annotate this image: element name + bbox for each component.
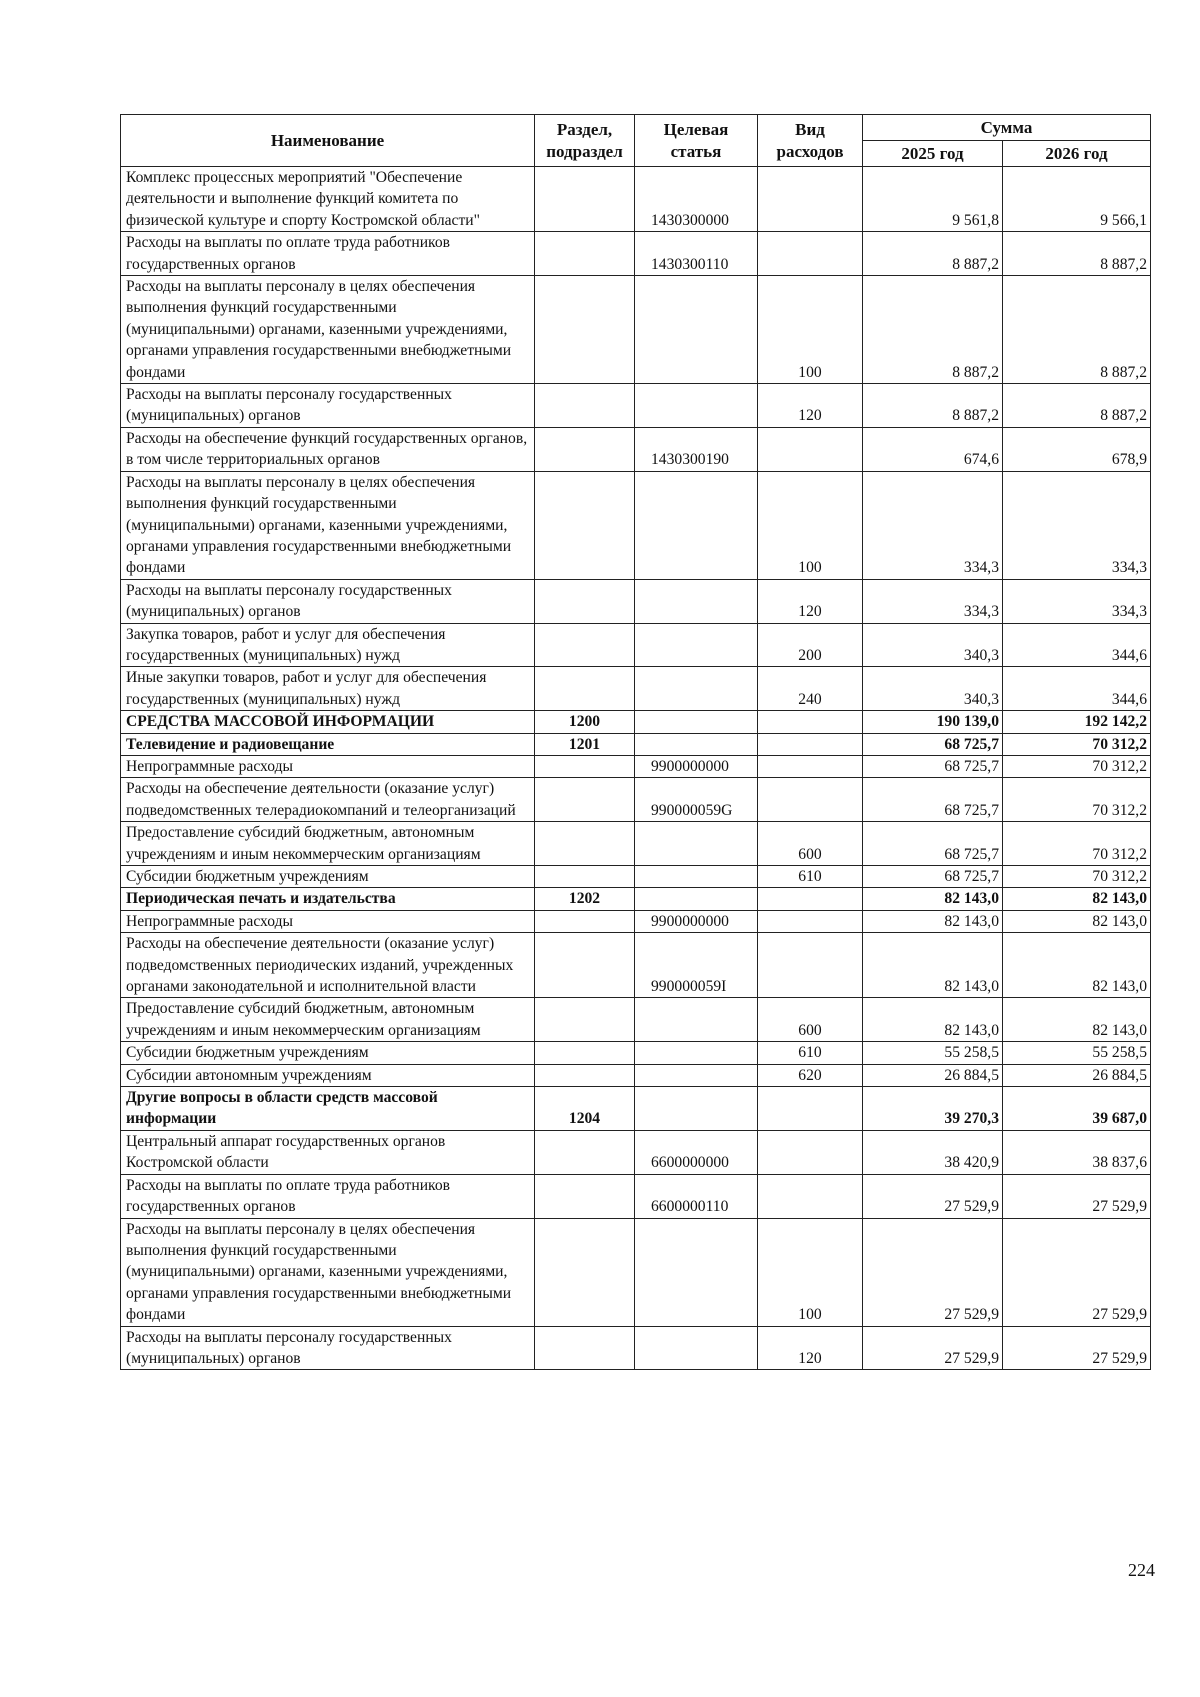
cell-section	[535, 910, 635, 932]
table-row	[121, 998, 1151, 1042]
cell-name: Иные закупки товаров, работ и услуг для обеспечения государственных (муниципальных) нужд	[121, 667, 535, 711]
cell-sum-2025: 190 139,0	[863, 711, 1003, 733]
cell-article	[635, 623, 758, 667]
cell-sum-2025: 68 725,7	[863, 822, 1003, 866]
cell-section	[535, 1218, 635, 1326]
cell-article: 1430300190	[635, 427, 758, 471]
cell-name: Центральный аппарат государственных органов Костромской области	[121, 1130, 535, 1174]
cell-sum-2025: 38 420,9	[863, 1130, 1003, 1174]
cell-name: Расходы на выплаты персоналу государственных (муниципальных) органов	[121, 384, 535, 428]
cell-article	[635, 276, 758, 384]
cell-sum-2026: 39 687,0	[1003, 1087, 1151, 1131]
cell-sum-2026: 8 887,2	[1003, 232, 1151, 276]
header-year-2026: 2026 год	[1003, 141, 1151, 167]
cell-name: Расходы на обеспечение деятельности (оказание услуг) подведомственных периодических изданий, учрежденных органами законодательной и исполнительной власти	[121, 933, 535, 998]
cell-section	[535, 1130, 635, 1174]
budget-table	[120, 114, 1151, 1370]
page-number: 224	[1128, 1560, 1155, 1580]
table-header	[121, 115, 1151, 167]
cell-expense-type	[758, 755, 863, 777]
cell-article	[635, 1087, 758, 1131]
table-row	[121, 1174, 1151, 1218]
table-row	[121, 1326, 1151, 1370]
cell-section	[535, 822, 635, 866]
cell-section	[535, 167, 635, 232]
cell-name: Предоставление субсидий бюджетным, автономным учреждениям и иным некоммерческим организациям	[121, 822, 535, 866]
cell-expense-type: 240	[758, 667, 863, 711]
cell-name: Субсидии бюджетным учреждениям	[121, 1042, 535, 1064]
cell-name: Расходы на обеспечение функций государственных органов, в том числе территориальных органов	[121, 427, 535, 471]
table-row	[121, 471, 1151, 579]
table-row	[121, 667, 1151, 711]
cell-section	[535, 623, 635, 667]
table-row	[121, 384, 1151, 428]
cell-sum-2026: 192 142,2	[1003, 711, 1151, 733]
cell-section	[535, 427, 635, 471]
cell-section: 1200	[535, 711, 635, 733]
cell-name: Расходы на выплаты персоналу в целях обеспечения выполнения функций государственными (муниципальными) органами, казенными учреждениями, органами управления государственными внебюджетными фондами	[121, 471, 535, 579]
cell-sum-2026: 70 312,2	[1003, 733, 1151, 755]
cell-sum-2025: 55 258,5	[863, 1042, 1003, 1064]
cell-sum-2026: 334,3	[1003, 471, 1151, 579]
cell-sum-2025: 27 529,9	[863, 1174, 1003, 1218]
cell-sum-2025: 68 725,7	[863, 866, 1003, 888]
cell-section	[535, 1064, 635, 1086]
cell-section	[535, 1326, 635, 1370]
cell-sum-2025: 340,3	[863, 667, 1003, 711]
cell-article: 990000059G	[635, 778, 758, 822]
cell-name: Закупка товаров, работ и услуг для обеспечения государственных (муниципальных) нужд	[121, 623, 535, 667]
cell-name: Расходы на выплаты персоналу в целях обеспечения выполнения функций государственными (муниципальными) органами, казенными учреждениями, органами управления государственными внебюджетными фондами	[121, 276, 535, 384]
cell-article: 9900000000	[635, 755, 758, 777]
cell-article	[635, 998, 758, 1042]
cell-sum-2025: 674,6	[863, 427, 1003, 471]
table-row	[121, 733, 1151, 755]
cell-name: СРЕДСТВА МАССОВОЙ ИНФОРМАЦИИ	[121, 711, 535, 733]
cell-name: Расходы на обеспечение деятельности (оказание услуг) подведомственных телерадиокомпаний и телеорганизаций	[121, 778, 535, 822]
cell-section	[535, 866, 635, 888]
cell-sum-2025: 27 529,9	[863, 1326, 1003, 1370]
cell-name: Расходы на выплаты по оплате труда работников государственных органов	[121, 232, 535, 276]
cell-expense-type	[758, 1087, 863, 1131]
cell-name: Другие вопросы в области средств массовой информации	[121, 1087, 535, 1131]
table-row	[121, 232, 1151, 276]
cell-article	[635, 471, 758, 579]
cell-article	[635, 1042, 758, 1064]
cell-sum-2026: 678,9	[1003, 427, 1151, 471]
cell-expense-type: 120	[758, 384, 863, 428]
cell-article: 6600000110	[635, 1174, 758, 1218]
cell-sum-2025: 334,3	[863, 471, 1003, 579]
cell-section	[535, 1174, 635, 1218]
cell-article	[635, 888, 758, 910]
cell-section: 1202	[535, 888, 635, 910]
cell-expense-type	[758, 778, 863, 822]
cell-section	[535, 579, 635, 623]
cell-name: Комплекс процессных мероприятий "Обеспечение деятельности и выполнение функций комитета по физической культуре и спорту Костромской области"	[121, 167, 535, 232]
cell-expense-type	[758, 167, 863, 232]
cell-sum-2026: 70 312,2	[1003, 866, 1151, 888]
cell-expense-type	[758, 1174, 863, 1218]
cell-name: Расходы на выплаты персоналу государственных (муниципальных) органов	[121, 1326, 535, 1370]
cell-section	[535, 276, 635, 384]
table-row	[121, 623, 1151, 667]
cell-expense-type: 610	[758, 1042, 863, 1064]
cell-sum-2025: 8 887,2	[863, 232, 1003, 276]
cell-sum-2025: 8 887,2	[863, 276, 1003, 384]
cell-article: 9900000000	[635, 910, 758, 932]
table-row	[121, 1042, 1151, 1064]
cell-article: 6600000000	[635, 1130, 758, 1174]
cell-article: 990000059I	[635, 933, 758, 998]
cell-article	[635, 866, 758, 888]
table-row	[121, 778, 1151, 822]
cell-section	[535, 778, 635, 822]
cell-sum-2026: 70 312,2	[1003, 778, 1151, 822]
cell-name: Расходы на выплаты персоналу в целях обеспечения выполнения функций государственными (муниципальными) органами, казенными учреждениями, органами управления государственными внебюджетными фондами	[121, 1218, 535, 1326]
cell-name: Предоставление субсидий бюджетным, автономным учреждениям и иным некоммерческим организациям	[121, 998, 535, 1042]
table-row	[121, 933, 1151, 998]
cell-sum-2026: 344,6	[1003, 623, 1151, 667]
cell-sum-2026: 8 887,2	[1003, 276, 1151, 384]
cell-expense-type	[758, 711, 863, 733]
header-expense-type: Вид расходов	[758, 115, 863, 167]
cell-expense-type	[758, 232, 863, 276]
cell-expense-type: 100	[758, 1218, 863, 1326]
cell-sum-2026: 38 837,6	[1003, 1130, 1151, 1174]
header-article: Целевая статья	[635, 115, 758, 167]
cell-sum-2025: 334,3	[863, 579, 1003, 623]
cell-sum-2026: 70 312,2	[1003, 822, 1151, 866]
table-row	[121, 579, 1151, 623]
cell-expense-type: 200	[758, 623, 863, 667]
cell-sum-2025: 39 270,3	[863, 1087, 1003, 1131]
cell-sum-2025: 82 143,0	[863, 998, 1003, 1042]
cell-sum-2026: 9 566,1	[1003, 167, 1151, 232]
cell-expense-type: 120	[758, 579, 863, 623]
cell-expense-type	[758, 733, 863, 755]
cell-expense-type: 120	[758, 1326, 863, 1370]
cell-sum-2026: 82 143,0	[1003, 888, 1151, 910]
cell-expense-type: 610	[758, 866, 863, 888]
cell-expense-type: 600	[758, 822, 863, 866]
table-row	[121, 866, 1151, 888]
cell-sum-2025: 9 561,8	[863, 167, 1003, 232]
header-sum: Сумма	[863, 115, 1151, 141]
cell-section	[535, 998, 635, 1042]
table-row	[121, 910, 1151, 932]
header-section: Раздел, подраздел	[535, 115, 635, 167]
cell-article	[635, 822, 758, 866]
cell-name: Периодическая печать и издательства	[121, 888, 535, 910]
cell-section	[535, 667, 635, 711]
cell-sum-2025: 8 887,2	[863, 384, 1003, 428]
cell-article	[635, 1064, 758, 1086]
cell-name: Субсидии бюджетным учреждениям	[121, 866, 535, 888]
cell-section	[535, 755, 635, 777]
cell-article	[635, 711, 758, 733]
cell-section: 1204	[535, 1087, 635, 1131]
cell-sum-2025: 68 725,7	[863, 778, 1003, 822]
cell-name: Расходы на выплаты персоналу государственных (муниципальных) органов	[121, 579, 535, 623]
table-row	[121, 1087, 1151, 1131]
cell-section	[535, 232, 635, 276]
cell-name: Расходы на выплаты по оплате труда работников государственных органов	[121, 1174, 535, 1218]
cell-sum-2025: 82 143,0	[863, 888, 1003, 910]
cell-sum-2026: 82 143,0	[1003, 910, 1151, 932]
cell-sum-2026: 55 258,5	[1003, 1042, 1151, 1064]
table-row	[121, 1218, 1151, 1326]
cell-article	[635, 1218, 758, 1326]
cell-sum-2025: 26 884,5	[863, 1064, 1003, 1086]
table-row	[121, 711, 1151, 733]
table-row	[121, 1064, 1151, 1086]
cell-section	[535, 933, 635, 998]
cell-article	[635, 1326, 758, 1370]
table-row	[121, 888, 1151, 910]
cell-name: Непрограммные расходы	[121, 755, 535, 777]
cell-expense-type	[758, 933, 863, 998]
cell-expense-type	[758, 888, 863, 910]
cell-sum-2026: 27 529,9	[1003, 1218, 1151, 1326]
cell-sum-2026: 70 312,2	[1003, 755, 1151, 777]
cell-expense-type: 600	[758, 998, 863, 1042]
cell-section: 1201	[535, 733, 635, 755]
cell-sum-2025: 82 143,0	[863, 910, 1003, 932]
table-row	[121, 427, 1151, 471]
cell-article: 1430300110	[635, 232, 758, 276]
cell-sum-2025: 340,3	[863, 623, 1003, 667]
cell-article	[635, 384, 758, 428]
cell-sum-2026: 82 143,0	[1003, 933, 1151, 998]
cell-sum-2026: 334,3	[1003, 579, 1151, 623]
cell-expense-type: 100	[758, 471, 863, 579]
cell-article	[635, 579, 758, 623]
cell-expense-type	[758, 910, 863, 932]
cell-sum-2026: 26 884,5	[1003, 1064, 1151, 1086]
cell-section	[535, 471, 635, 579]
cell-section	[535, 384, 635, 428]
cell-sum-2026: 344,6	[1003, 667, 1151, 711]
header-name: Наименование	[121, 115, 535, 167]
cell-name: Непрограммные расходы	[121, 910, 535, 932]
table-row	[121, 1130, 1151, 1174]
table-row	[121, 167, 1151, 232]
cell-article	[635, 667, 758, 711]
cell-expense-type	[758, 1130, 863, 1174]
cell-expense-type: 100	[758, 276, 863, 384]
cell-sum-2025: 82 143,0	[863, 933, 1003, 998]
cell-sum-2025: 27 529,9	[863, 1218, 1003, 1326]
cell-sum-2026: 27 529,9	[1003, 1326, 1151, 1370]
table-row	[121, 755, 1151, 777]
cell-sum-2026: 27 529,9	[1003, 1174, 1151, 1218]
cell-sum-2025: 68 725,7	[863, 755, 1003, 777]
cell-article: 1430300000	[635, 167, 758, 232]
cell-expense-type: 620	[758, 1064, 863, 1086]
cell-sum-2026: 82 143,0	[1003, 998, 1151, 1042]
cell-section	[535, 1042, 635, 1064]
table-body	[121, 167, 1151, 1370]
cell-name: Субсидии автономным учреждениям	[121, 1064, 535, 1086]
cell-article	[635, 733, 758, 755]
cell-expense-type	[758, 427, 863, 471]
table-row	[121, 822, 1151, 866]
table-row	[121, 276, 1151, 384]
header-year-2025: 2025 год	[863, 141, 1003, 167]
cell-sum-2025: 68 725,7	[863, 733, 1003, 755]
cell-sum-2026: 8 887,2	[1003, 384, 1151, 428]
cell-name: Телевидение и радиовещание	[121, 733, 535, 755]
